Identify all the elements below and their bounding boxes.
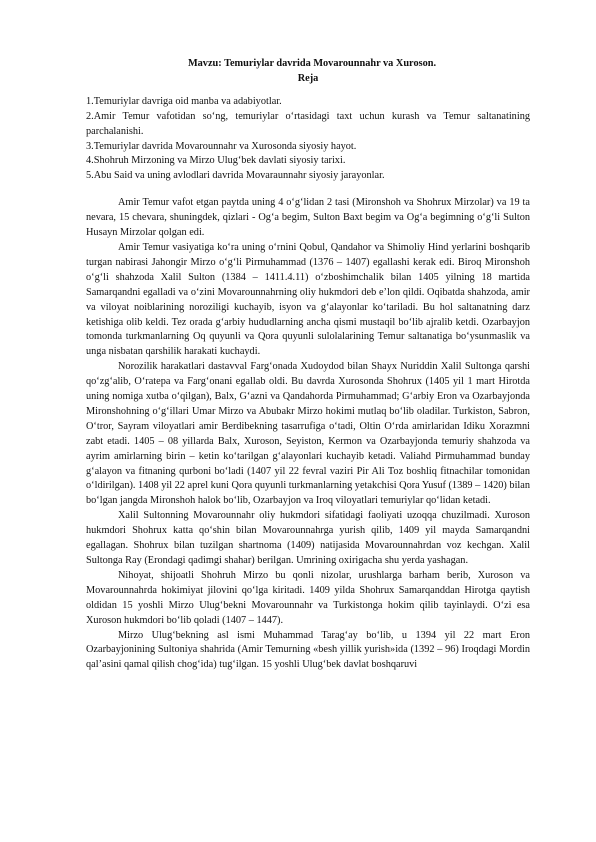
- body-paragraph: Xalil Sultonning Movarounnahr oliy hukmdori sifatidagi faoliyati uzoqqa chuzilmadi. Xuroson hukmdori Shohrux katta qo‘shin bilan Movarounnahrga yurish qilib, 1409 yil mayda Samarqandni egallagan. Shohrux bilan tuzilgan shartnoma (1409) natijasida Movarounnahrdan voz kechgan. Xalil Sultonga Ray (Erondagi qadimgi shahar) berilgan. Umrining oxirigacha shu yerda yashagan.: [86, 510, 530, 566]
- plan-item: 4.Shohruh Mirzoning va Mirzo Ulug‘bek davlati siyosiy tarixi.: [86, 155, 346, 167]
- document-page: [86, 57, 530, 673]
- body-paragraph: Norozilik harakatlari dastavval Farg‘onada Xudoydod bilan Shayx Nuriddin Xalil Sultonga qarshi qo‘zg‘alib, O‘ratepa va Farg‘onani egallab oldi. Bu davrda Xurosonda Shohrux (1405 yil 1 mart Hirotda uning nomiga xutba o‘qilgan), Balx, G‘azni va Qandahorda Pirmuhammad; G‘arbiy Eron va Ozarbayjonda Mironshohning o‘g‘illari Umar Mirzo va Abubakr Mirzo hokimi mutlaq bo‘lib oladilar. Turkiston, Sabron, O‘tror, Sayram viloyatlari amir Berdibekning tasarrufiga o‘tadi, Oltin O‘rda amirlaridan Idiku Xorazmni zabt etadi. 1405 – 08 yillarda Balx, Xuroson, Seyiston, Kermon va Ozarbayjonda temuriy shahzoda va ayrim amirlarning birin – ketin ko‘tarilgan g‘alayonlari kuchayib ketadi. Valiahd Pirmuhammad bunday g‘alayon va fitnaning qurboni bo‘ladi (1407 yil 22 fevral vaziri Pir Ali Toz boshliq fitnachilar tomonidan o‘ldirilgan). 1408 yil 22 aprel kuni Qora quyunli turkmanlarning yetakchisi Qora Yusuf (1389 – 1420) bilan bo‘lgan jangda Mironshoh halok bo‘lib, Ozarbayjon va Iroq viloyatlari temuriylar qo‘lidan ketadi.: [86, 361, 531, 507]
- body-paragraph: Amir Temur vafot etgan paytda uning 4 o‘g‘lidan 2 tasi (Mironshoh va Shohrux Mirzolar) va 19 ta nevara, 15 chevara, shuningdek, qizlari - Og‘a begim, Sulton Baxt begim va Og‘a begimning o‘g‘li Sulton Husayn Mirzolar qolgan edi.: [86, 197, 530, 239]
- plan-item: 3.Temuriylar davrida Movarounnahr va Xurosonda siyosiy hayot.: [86, 140, 357, 152]
- plan-heading: Reja: [297, 72, 319, 84]
- plan-item: 5.Abu Said va uning avlodlari davrida Movaraunnahr siyosiy jarayonlar.: [86, 170, 385, 182]
- body-paragraph: Nihoyat, shijoatli Shohruh Mirzo bu qonli nizolar, urushlarga barham berib, Xuroson va Movarounnahrda hokimiyat jilovini qo‘lga kiritadi. 1409 yilda Shohrux Samarqanddan Hirotga qaytish oldidan 15 yoshli Mirzo Ulug‘bekni Movarounnahr va Turkistonga hokim qilib tayinlaydi. O‘zi esa Xuroson hukmdori bo‘lib qoladi (1407 – 1447).: [86, 569, 530, 626]
- document-title: Mavzu: Temuriylar davrida Movarounnahr va Xuroson.: [187, 58, 437, 69]
- body-paragraph: Amir Temur vasiyatiga ko‘ra uning o‘rnini Qobul, Qandahor va Shimoliy Hind yerlarini boshqarib turgan nabirasi Jahongir Mirzo o‘g‘li Pirmuhammad (1376 – 1407) egallashi kerak edi. Biroq Mironshoh o‘g‘li shahzoda Xalil Sulton (1384 – 1411.4.11) o‘zboshimchalik bilan 1405 yilning 18 martida Samarqandni egalladi va o‘zini Movarounnahrning oliy hukmdori deb e’lon qildi. Oqibatda shahzoda, amir va viloyat noiblarining noroziligi kuchayib, isyon va g‘alayonlar ko‘tariladi. Bu hol saltanatning darz ketishiga olib keldi. Tez orada g‘arbiy hududlarning ancha qismi mustaqil bo‘lib ajralib ketdi. Ozarbayjon tomonda turkmanlarning Oq quyunli va Qora quyunli sulolalarining Temur saltanatiga bo‘ysunmaslik va unga nisbatan qarshilik harakati kuchaydi.: [86, 241, 530, 358]
- plan-item: 1.Temuriylar davriga oid manba va adabiyotlar.: [86, 95, 282, 107]
- body-paragraph: Mirzo Ulug‘bekning asl ismi Muhammad Tarag‘ay bo‘lib, u 1394 yil 22 mart Eron Ozarbayjonining Sultoniya shahrida (Amir Temurning «besh yillik yurish»ida (1392 – 96) Iroqdagi Mordin qal’asini qamal qilish chog‘ida) tug‘ilgan. 15 yoshli Ulug‘bek davlat boshqaruvi: [86, 629, 530, 671]
- plan-item: 2.Amir Temur vafotidan so‘ng, temuriylar o‘rtasidagi taxt uchun kurash va Temur saltanatining parchalanishi.: [86, 110, 530, 137]
- plan-list: [86, 95, 530, 184]
